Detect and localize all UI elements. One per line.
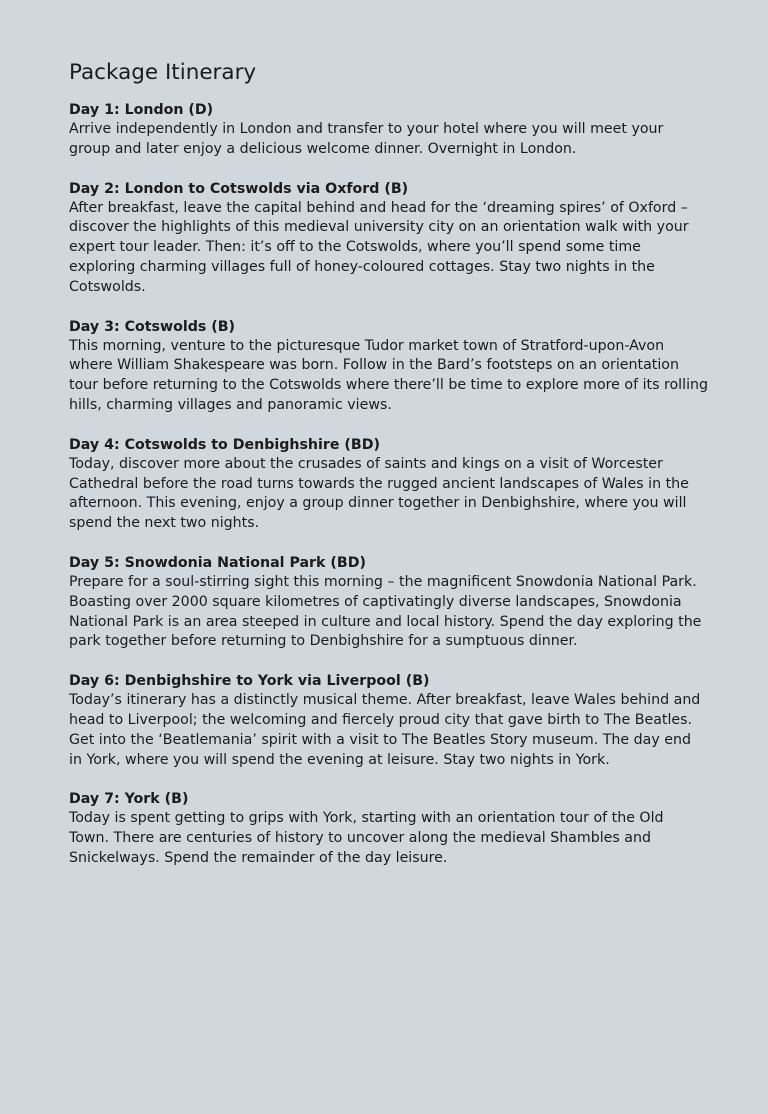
day-1-heading: Day 1: London (D) — [69, 102, 214, 118]
day-5-section — [69, 553, 708, 652]
day-6-description: Today’s itinerary has a distinctly musical theme. After breakfast, leave Wales behind and head to Liverpool; the welcoming and fiercely proud city that gave birth to The Beatles. Get into the ‘Beatlemania’ spirit with a visit to The Beatles Story museum. The day end in York, where you will spend the evening at leisure. Stay two nights in York. — [69, 692, 701, 768]
day-4-section — [69, 435, 708, 534]
day-7-description: Today is spent getting to grips with York, starting with an orientation tour of the Old Town. There are centuries of history to uncover along the medieval Shambles and Snickelways. Spend the remainder of the day leisure. — [69, 810, 664, 866]
day-4-description: Today, discover more about the crusades of saints and kings on a visit of Worcester Cathedral before the road turns towards the rugged ancient landscapes of Wales in the afternoon. This evening, enjoy a group dinner together in Denbighshire, where you will spend the next two nights. — [69, 455, 689, 532]
day-2-description: After breakfast, leave the capital behind and head for the ‘dreaming spires’ of Oxford – discover the highlights of this medieval university city on an orientation walk with your expert tour leader. Then: it’s off to the Cotswolds, where you’ll spend some time exploring charming villages full of honey-coloured cottages. Stay two nights in the Cotswolds. — [69, 199, 689, 295]
day-3-description: This morning, venture to the picturesque Tudor market town of Stratford-upon-Avon where William Shakespeare was born. Follow in the Bard’s footsteps on an orientation tour before returning to the Cotswolds where there’ll be time to explore more of its rolling hills, charming villages and panoramic views. — [69, 337, 709, 413]
day-1-section — [69, 100, 708, 160]
day-3-heading: Day 3: Cotswolds (B) — [69, 318, 236, 335]
page-title: Package Itinerary — [69, 60, 257, 85]
day-7-section — [69, 789, 708, 868]
day-4-heading: Day 4: Cotswolds to Denbighshire (BD) — [69, 436, 380, 453]
day-2-section — [69, 179, 708, 298]
day-2-heading: Day 2: London to Cotswolds via Oxford (B) — [69, 180, 409, 197]
day-3-section — [69, 317, 708, 416]
day-5-description: Prepare for a soul-stirring sight this morning – the magnificent Snowdonia National Park. Boasting over 2000 square kilometres of captivatingly diverse landscapes, Snowdonia National Park is an area steeped in culture and local history. Spend the day exploring the park together before returning to Denbighshire for a sumptuous dinner. — [69, 573, 702, 650]
day-6-section — [69, 671, 708, 770]
day-1-description: Arrive independently in London and transfer to your hotel where you will meet your group and later enjoy a delicious welcome dinner. Overnight in London. — [69, 121, 664, 157]
day-7-heading: Day 7: York (B) — [69, 791, 189, 808]
day-6-heading: Day 6: Denbighshire to York via Liverpool (B) — [69, 673, 430, 690]
day-5-heading: Day 5: Snowdonia National Park (BD) — [69, 554, 366, 571]
